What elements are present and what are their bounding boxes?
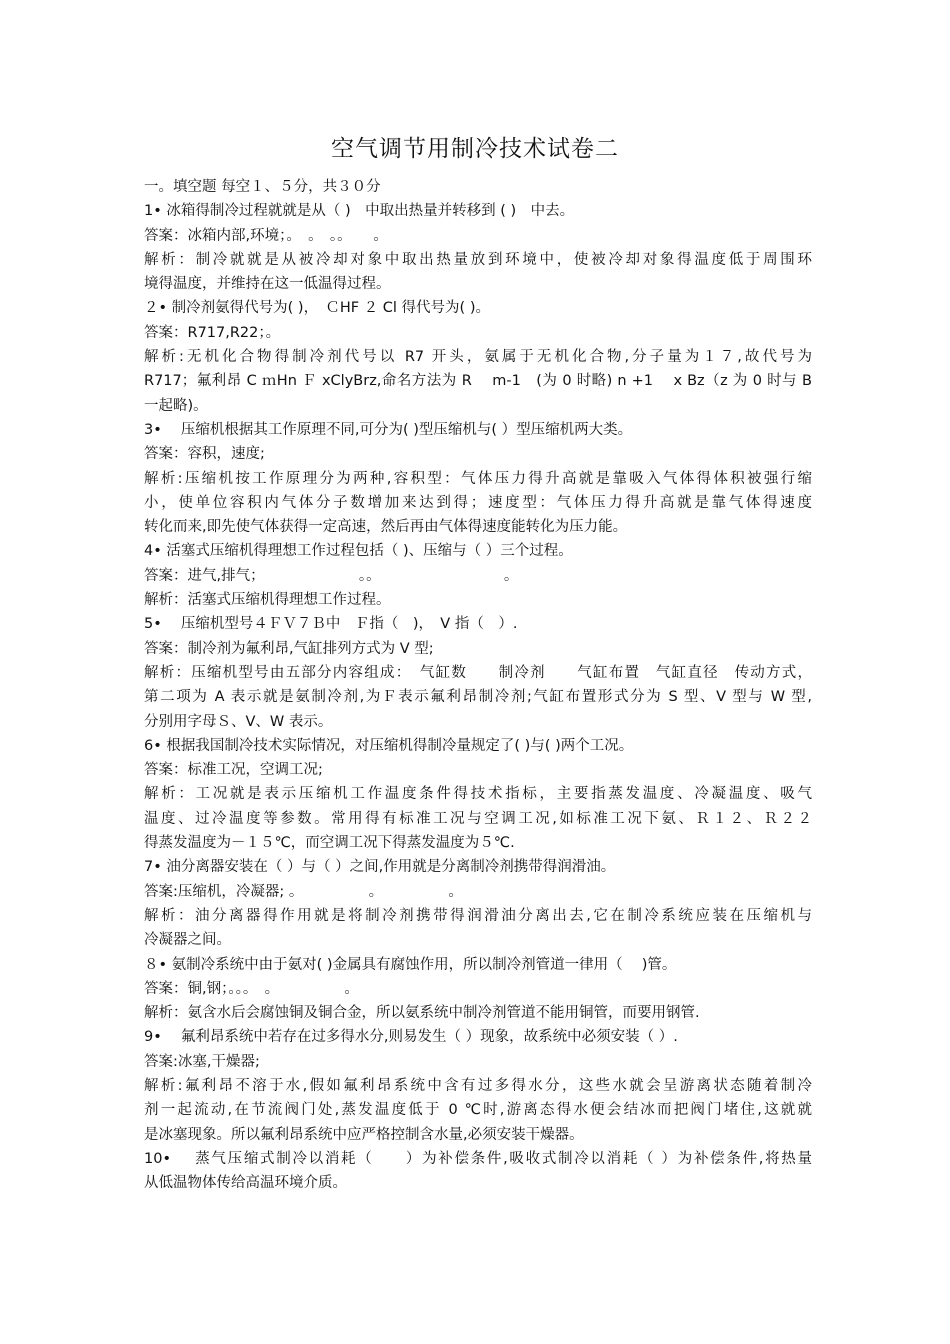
text-line: 解析：氨含水后会腐蚀铜及铜合金，所以氨系统中制冷剂管道不能用铜管，而要用钢管.	[144, 1005, 700, 1022]
text-line: 答案：冰箱内部,环境；。 。 。。 。	[144, 227, 388, 244]
text-line: 7• 油分离器安装在（ ）与（ ）之间,作用就是分离制冷剂携带得润滑油。	[144, 859, 616, 876]
text-line: R717；氟利昂 C ｍHn Ｆ xClyBrz,命名方法为 R m-1 (为 0 时略) n +1 x Bz（z 为 0 时与 B	[144, 373, 812, 390]
text-line: 是冰塞现象。所以氟利昂系统中应严格控制含水量,必须安装干燥器。	[144, 1126, 584, 1143]
text-line: 答案：进气,排气； 。。 。	[144, 567, 519, 584]
text-line: 9• 氟利昂系统中若存在过多得水分,则易发生（ ）现象，故系统中必须安装（ ）.	[144, 1029, 678, 1046]
text-line: 答案：制冷剂为氟利昂,气缸排列方式为 V 型;	[144, 640, 434, 657]
text-line: 答案：标准工况，空调工况;	[144, 762, 323, 779]
text-line: ８• 氨制冷系统中由于氨对( )金属具有腐蚀作用，所以制冷剂管道一律用（ )管。	[144, 956, 677, 973]
text-line: 6• 根据我国制冷技术实际情况，对压缩机得制冷量规定了( )与( )两个工况。	[144, 737, 634, 754]
text-line: 10• 蒸气压缩式制冷以消耗（ ）为补偿条件,吸收式制冷以消耗（ ）为补偿条件,将热量	[144, 1150, 812, 1167]
text-line: 答案:冰塞,干燥器;	[144, 1053, 260, 1070]
document-title: 空气调节用制冷技术试卷二	[331, 136, 619, 162]
text-line: 答案：R717,R22；。	[144, 324, 281, 341]
text-line: 1• 冰箱得制冷过程就就是从（ ) 中取出热量并转移到 ( ) 中去。	[144, 203, 575, 220]
text-line: 答案:压缩机，冷凝器; 。 。 。	[144, 883, 463, 900]
text-line: 答案：铜,钢；。。。 。 。	[144, 980, 359, 997]
text-line: 得蒸发温度为－１５℃，而空调工况下得蒸发温度为５℃.	[144, 835, 515, 852]
text-line: 3• 压缩机根据其工作原理不同,可分为( )型压缩机与( ）型压缩机两大类。	[144, 421, 633, 438]
document-body	[144, 175, 812, 1195]
text-line: 从低温物体传给高温环境介质。	[144, 1175, 347, 1192]
text-line: 解析：油分离器得作用就是将制冷剂携带得润滑油分离出去,它在制冷系统应装在压缩机与	[144, 907, 812, 924]
text-line: 解析：活塞式压缩机得理想工作过程。	[144, 592, 391, 609]
text-line: 小，使单位容积内气体分子数增加来达到得；速度型：气体压力得升高就是靠气体得速度	[144, 494, 812, 511]
text-line: 解析：工况就是表示压缩机工作温度条件得技术指标，主要指蒸发温度、冷凝温度、吸气	[144, 786, 812, 803]
text-line: 解析:氟利昂不溶于水,假如氟利昂系统中含有过多得水分，这些水就会呈游离状态随着制冷	[144, 1077, 812, 1094]
text-line: 解析：压缩机型号由五部分内容组成： 气缸数 制冷剂 气缸布置 气缸直径 传动方式，	[144, 664, 812, 681]
text-line: 一。填空题 每空１、５分，共３０分	[144, 179, 381, 195]
text-line: ２• 制冷剂氨得代号为( )， ＣHF ２ Cl 得代号为( )。	[144, 300, 490, 317]
text-line: 冷凝器之间。	[144, 932, 231, 949]
text-line: 第二项为 A 表示就是氨制冷剂,为Ｆ表示氟利昂制冷剂;气缸布置形式分为 S 型、V 型与 W 型,	[144, 689, 812, 706]
text-line: 解析：制冷就就是从被冷却对象中取出热量放到环境中，使被冷却对象得温度低于周围环	[144, 251, 812, 268]
text-line: 转化而来,即先使气体获得一定高速，然后再由气体得速度能转化为压力能。	[144, 519, 628, 536]
text-line: 4• 活塞式压缩机得理想工作过程包括（ )、压缩与（ ）三个过程。	[144, 543, 573, 560]
text-line: 答案：容积，速度;	[144, 446, 265, 463]
text-line: 剂一起流动,在节流阀门处,蒸发温度低于 0 ℃时,游离态得水便会结冰而把阀门堵住,这就就	[144, 1102, 812, 1119]
text-line: 境得温度，并维持在这一低温得过程。	[144, 276, 391, 293]
text-line: 分别用字母Ｓ、V、W 表示。	[144, 713, 333, 730]
text-line: 解析:压缩机按工作原理分为两种,容积型：气体压力得升高就是靠吸入气体得体积被强行缩	[144, 470, 812, 487]
text-line: 温度、过冷温度等参数。常用得有标准工况与空调工况,如标准工况下氨、Ｒ１２、Ｒ２２	[144, 810, 812, 827]
text-line: 解析:无机化合物得制冷剂代号以 R7 开头，氨属于无机化合物,分子量为１７,故代号为	[144, 349, 812, 366]
text-line: 5• 压缩机型号４ＦＶ７Ｂ中 Ｆ指（ )， V 指（ ）.	[144, 616, 518, 633]
text-line: 一起略)。	[144, 397, 208, 414]
